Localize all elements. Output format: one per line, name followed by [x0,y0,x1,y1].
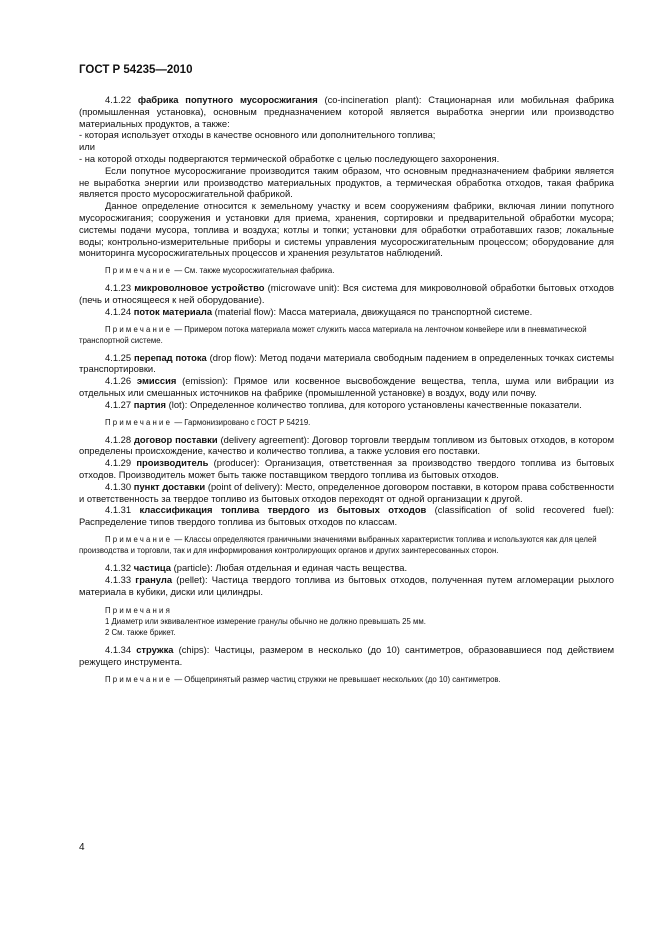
entry-4-1-25: 4.1.25 перепад потока (drop flow): Метод подачи материала свободным падением в определенных точках системы транспортировки. [79,351,615,375]
note: Примечание — Общепринятый размер частиц стружки не превышает нескольких (до 10) сантиметров. [105,674,501,684]
entry-4-1-26: 4.1.26 эмиссия (emission): Прямое или косвенное высвобождение вещества, тепла, шума или вибрации из отдельных или смешанных источников на фабрике (промышленной установке) в воздух, воду или почву. [79,375,614,398]
list-item: - на которой отходы подвергаются термической обработке с целью последующего захоронения. [79,152,500,164]
list-connector: или [79,141,95,153]
entry-4-1-30: 4.1.30 пункт доставки (point of delivery): Место, определенное договором поставки, в котором права собственности и ответственность за твердое топливо из бытовых отходов переходят от одной организации к другой. [79,480,615,504]
entry-4-1-28: 4.1.28 договор поставки (delivery agreement): Договор торговли твердым топливом из бытовых отходов, в котором определены происхождение, качество и количество топлива, а также условия его поставки. [79,433,615,457]
entry-4-1-29: 4.1.29 производитель (producer): Организация, ответственная за производство твердого топлива из бытовых отходов. Производитель может быть также поставщиком твердого топлива из бытовых отходов. [79,457,615,480]
entry-4-1-33: 4.1.33 гранула (pellet): Частица твердого топлива из бытовых отходов, полученная путем агломерации рыхлого материала в кубики, диски или цилиндры. [79,573,614,597]
entry-4-1-31: 4.1.31 классификация топлива твердого из бытовых отходов (classification of solid recovered fuel): Распределение типов твердого топлива из бытовых отходов по классам. [79,504,614,528]
notes-block [79,605,614,638]
list-item: - которая использует отходы в качестве основного или дополнительного топлива; [79,129,436,141]
paragraph: Данное определение относится к земельному участку и всем сооружениям фабрики, включая линии попутного мусоросжигания; сооружения и установки для приема, хранения, сортировки и предварительной обработки мусора; системы подачи мусора, топлива и воздуха; котлы и топки; установки для обработки отработавших газов; локальные воды; контрольно-измерительные приборы и системы управления мусоросжигательным процессом; оборудование для мониторинга мусоросжигательных процессов и хранения результатов наблюдений. [79,200,614,259]
document-header: ГОСТ Р 54235—2010 [79,64,193,76]
term: фабрика попутного мусоросжигания [137,94,318,105]
note-item: 1 Диаметр или эквивалентное измерение гранулы обычно не должно превышать 25 мм. [105,617,426,627]
notes-label: Примечания [105,606,173,616]
note: Примечание — См. также мусоросжигательная фабрика. [105,266,335,276]
note: Примечание — Гармонизировано с ГОСТ Р 54219. [105,417,311,427]
entry-4-1-22: 4.1.22 фабрика попутного мусоросжигания (co-incineration plant): Стационарная или мобильная фабрика (промышленная установка), основным предназначением которой является выработка энергии или производство материальных продуктов, а также: [79,94,615,129]
note: Примечание — Классы определяются граничными значениями выбранных характеристик топлива и используются как для целей производства и торговли, так и для информирования контролирующих органов и других заинтересованных сторон. [79,534,597,555]
entry-4-1-34: 4.1.34 стружка (chips): Частицы, размером в несколько (до 10) сантиметров, образовавшиеся под действием режущего инструмента. [79,644,615,668]
entry-4-1-27: 4.1.27 партия (lot): Определенное количество топлива, для которого установлены качественные показатели. [105,398,582,410]
entry-4-1-23: 4.1.23 микроволновое устройство (microwave unit): Вся система для микроволновой обработки бытовых отходов (печь и относящееся к ней оборудование). [79,282,615,305]
paragraph: Если попутное мусоросжигание производится таким образом, что основным предназначением фабрики является не выработка энергии или производство материальных продуктов, а термическая обработка отходов, такая фабрика является просто мусоросжигательной фабрикой. [79,164,614,200]
entry-4-1-32: 4.1.32 частица (particle): Любая отдельная и единая часть вещества. [105,561,408,573]
page-number: 4 [79,842,85,853]
note: Примечание — Примером потока материала может служить масса материала на ленточном конвейере или в пневматической транспортной системе. [79,324,587,345]
document-body [79,94,614,691]
entry-4-1-24: 4.1.24 поток материала (material flow): Масса материала, движущаяся по транспортной системе. [105,305,533,317]
note-item: 2 См. также брикет. [105,628,176,638]
